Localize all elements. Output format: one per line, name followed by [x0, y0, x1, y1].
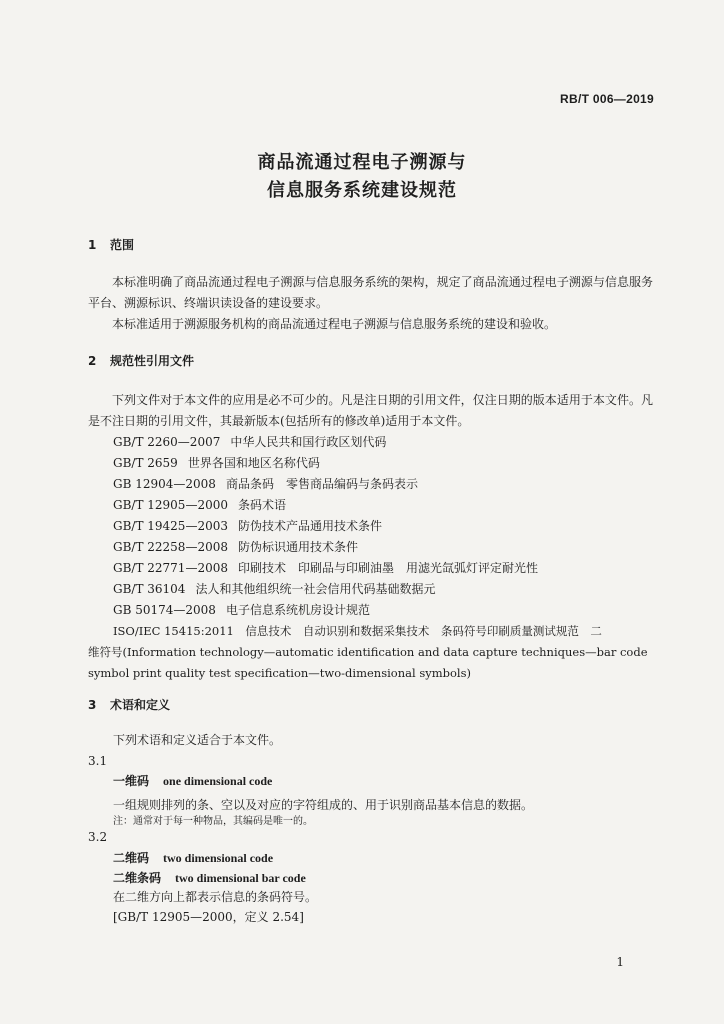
section-1-para-2: 本标准适用于溯源服务机构的商品流通过程电子溯源与信息服务系统的建设和验收。 [112, 317, 557, 331]
section-title: 范围 [110, 238, 135, 252]
term-number: 3.1 [88, 754, 108, 768]
reference-iso-line-3: symbol print quality test specification—two-dimensional symbols) [88, 666, 471, 680]
term-number: 3.2 [88, 830, 108, 844]
reference-iso-line-1: ISO/IEC 15415:2011 信息技术 自动识别和数据采集技术 条码符号印刷质量测试规范 二 [113, 624, 602, 638]
reference-item: GB/T 12905—2000 条码术语 [113, 498, 286, 512]
reference-item: GB 12904—2008 商品条码 零售商品编码与条码表示 [113, 477, 418, 491]
term-heading: 一维码 one dimensional code [113, 774, 273, 788]
term-source: [GB/T 12905—2000，定义 2.54] [113, 910, 304, 924]
reference-item: GB/T 2260—2007 中华人民共和国行政区划代码 [113, 435, 387, 449]
term-definition: 一组规则排列的条、空以及对应的字符组成的、用于识别商品基本信息的数据。 [113, 798, 534, 812]
section-title: 规范性引用文件 [110, 354, 195, 368]
page-number: 1 [616, 955, 624, 969]
reference-item: GB/T 36104 法人和其他组织统一社会信用代码基础数据元 [113, 582, 436, 596]
section-2-intro: 下列文件对于本文件的应用是必不可少的。凡是注日期的引用文件，仅注日期的版本适用于本文件。凡是不注日期的引用文件，其最新版本(包括所有的修改单)适用于本文件。 [88, 393, 653, 428]
section-3-heading [88, 696, 170, 713]
term-heading-alt: 二维条码 two dimensional bar code [113, 871, 306, 885]
reference-item: GB/T 19425—2003 防伪技术产品通用技术条件 [113, 519, 382, 533]
reference-item: GB/T 22771—2008 印刷技术 印刷品与印刷油墨 用滤光氙弧灯评定耐光性 [113, 561, 538, 575]
reference-iso-line-2: 维符号(Information technology—automatic identification and data capture techniques—bar code [88, 645, 648, 659]
reference-item: GB/T 22258—2008 防伪标识通用技术条件 [113, 540, 358, 554]
section-number: 3 [88, 698, 97, 712]
section-title: 术语和定义 [110, 698, 171, 712]
section-1-heading [88, 236, 134, 253]
section-number: 1 [88, 238, 97, 252]
section-1-para-1: 本标准明确了商品流通过程电子溯源与信息服务系统的架构，规定了商品流通过程电子溯源与信息服务平台、溯源标识、终端识读设备的建设要求。 [88, 275, 653, 310]
reference-item: GB/T 2659 世界各国和地区名称代码 [113, 456, 320, 470]
title-line-1: 商品流通过程电子溯源与 [257, 152, 467, 173]
term-definition: 在二维方向上都表示信息的条码符号。 [113, 890, 318, 904]
reference-item: GB 50174—2008 电子信息系统机房设计规范 [113, 603, 370, 617]
section-number: 2 [88, 354, 97, 368]
term-heading: 二维码 two dimensional code [113, 851, 274, 865]
section-2-heading [88, 352, 194, 369]
standard-code: RB/T 006—2019 [560, 92, 654, 106]
section-3-intro: 下列术语和定义适合于本文件。 [113, 733, 282, 747]
title-line-2: 信息服务系统建设规范 [267, 180, 457, 201]
term-note: 注：通常对于每一种物品，其编码是唯一的。 [113, 816, 313, 827]
